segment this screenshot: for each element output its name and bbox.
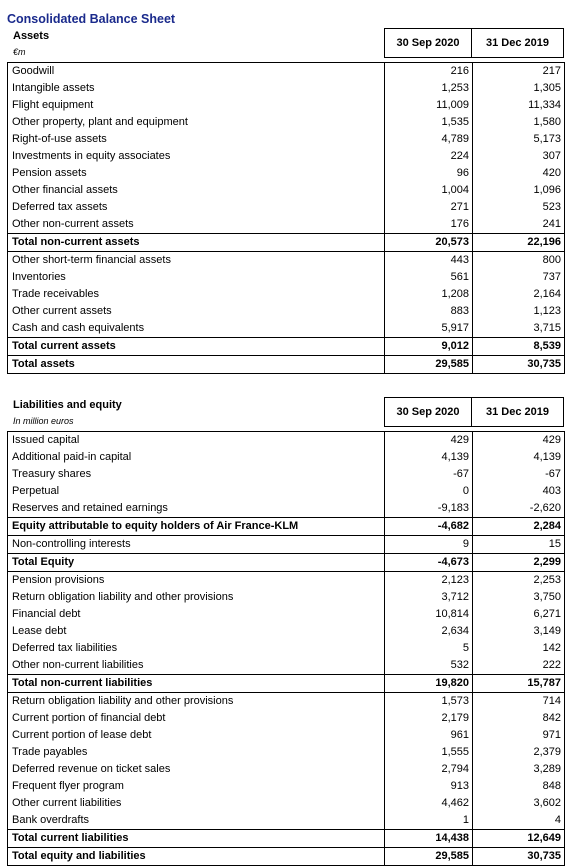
row-label: Treasury shares [8, 466, 385, 483]
table-row [8, 63, 565, 81]
table-row [8, 830, 565, 848]
liabilities-unit: In million euros [13, 416, 74, 426]
table-row [8, 778, 565, 795]
assets-section [7, 28, 564, 374]
row-label: Non-controlling interests [8, 536, 385, 554]
assets-col-2019: 31 Dec 2019 [472, 28, 564, 58]
value-2019: 2,253 [473, 572, 565, 590]
table-row [8, 114, 565, 131]
row-label: Cash and cash equivalents [8, 320, 385, 338]
value-2019: 307 [473, 148, 565, 165]
value-2020: 961 [385, 727, 473, 744]
value-2020: 1,208 [385, 286, 473, 303]
value-2019: 30,735 [473, 848, 565, 866]
liabilities-heading: Liabilities and equity [13, 399, 122, 411]
table-row [8, 589, 565, 606]
value-2020: 9 [385, 536, 473, 554]
row-label: Perpetual [8, 483, 385, 500]
value-2020: 0 [385, 483, 473, 500]
value-2019: 420 [473, 165, 565, 182]
row-label: Other current liabilities [8, 795, 385, 812]
liabilities-col-2019: 31 Dec 2019 [472, 397, 564, 427]
value-2019: 971 [473, 727, 565, 744]
value-2020: 1,555 [385, 744, 473, 761]
table-row [8, 182, 565, 199]
row-label: Reserves and retained earnings [8, 500, 385, 518]
table-row [8, 554, 565, 572]
value-2019: 142 [473, 640, 565, 657]
row-label: Other property, plant and equipment [8, 114, 385, 131]
assets-heading: Assets [13, 30, 50, 42]
value-2019: 8,539 [473, 338, 565, 356]
table-row [8, 131, 565, 148]
value-2020: -4,673 [385, 554, 473, 572]
value-2020: 443 [385, 252, 473, 270]
value-2019: 4 [473, 812, 565, 830]
table-row [8, 761, 565, 778]
row-label: Trade payables [8, 744, 385, 761]
value-2020: 3,712 [385, 589, 473, 606]
table-row [8, 812, 565, 830]
value-2020: 216 [385, 63, 473, 81]
value-2019: 842 [473, 710, 565, 727]
row-label: Pension assets [8, 165, 385, 182]
row-label: Other current assets [8, 303, 385, 320]
table-row [8, 640, 565, 657]
value-2019: 3,715 [473, 320, 565, 338]
table-row [8, 234, 565, 252]
table-row [8, 432, 565, 450]
row-label: Flight equipment [8, 97, 385, 114]
value-2020: 1,004 [385, 182, 473, 199]
row-label: Other short-term financial assets [8, 252, 385, 270]
value-2019: 11,334 [473, 97, 565, 114]
value-2019: 6,271 [473, 606, 565, 623]
value-2020: 224 [385, 148, 473, 165]
row-label: Intangible assets [8, 80, 385, 97]
value-2020: 4,139 [385, 449, 473, 466]
row-label: Other financial assets [8, 182, 385, 199]
value-2019: 1,580 [473, 114, 565, 131]
row-label: Lease debt [8, 623, 385, 640]
row-label: Return obligation liability and other provisions [8, 589, 385, 606]
value-2019: 1,096 [473, 182, 565, 199]
value-2019: 800 [473, 252, 565, 270]
table-row [8, 252, 565, 270]
value-2020: 1,573 [385, 693, 473, 711]
row-label: Total equity and liabilities [8, 848, 385, 866]
row-label: Return obligation liability and other provisions [8, 693, 385, 711]
table-row [8, 97, 565, 114]
table-row [8, 338, 565, 356]
table-row [8, 449, 565, 466]
assets-col-2020: 30 Sep 2020 [384, 28, 472, 58]
row-label: Other non-current assets [8, 216, 385, 234]
value-2020: 29,585 [385, 848, 473, 866]
table-row [8, 848, 565, 866]
value-2020: 2,179 [385, 710, 473, 727]
value-2020: 2,634 [385, 623, 473, 640]
value-2019: 30,735 [473, 356, 565, 374]
row-label: Financial debt [8, 606, 385, 623]
table-row [8, 536, 565, 554]
value-2020: 913 [385, 778, 473, 795]
table-row [8, 710, 565, 727]
row-label: Deferred tax assets [8, 199, 385, 216]
value-2019: 3,750 [473, 589, 565, 606]
page-title: Consolidated Balance Sheet [7, 12, 176, 26]
table-row [8, 165, 565, 182]
value-2020: -4,682 [385, 518, 473, 536]
value-2019: 848 [473, 778, 565, 795]
liabilities-col-2020: 30 Sep 2020 [384, 397, 472, 427]
table-row [8, 356, 565, 374]
table-row [8, 483, 565, 500]
row-label: Total Equity [8, 554, 385, 572]
table-row [8, 623, 565, 640]
value-2020: -67 [385, 466, 473, 483]
row-label: Bank overdrafts [8, 812, 385, 830]
row-label: Total current liabilities [8, 830, 385, 848]
value-2019: 15,787 [473, 675, 565, 693]
value-2019: 22,196 [473, 234, 565, 252]
table-row [8, 199, 565, 216]
value-2019: 3,289 [473, 761, 565, 778]
value-2020: 561 [385, 269, 473, 286]
value-2020: 2,794 [385, 761, 473, 778]
value-2020: 5 [385, 640, 473, 657]
table-row [8, 500, 565, 518]
row-label: Equity attributable to equity holders of Air France-KLM [8, 518, 385, 536]
liabilities-table [7, 431, 565, 866]
value-2020: 9,012 [385, 338, 473, 356]
row-label: Right-of-use assets [8, 131, 385, 148]
value-2020: 5,917 [385, 320, 473, 338]
value-2020: 20,573 [385, 234, 473, 252]
value-2020: 4,789 [385, 131, 473, 148]
row-label: Additional paid-in capital [8, 449, 385, 466]
table-row [8, 286, 565, 303]
table-row [8, 572, 565, 590]
value-2019: 4,139 [473, 449, 565, 466]
table-row [8, 518, 565, 536]
table-row [8, 320, 565, 338]
value-2019: 429 [473, 432, 565, 450]
table-row [8, 606, 565, 623]
value-2019: -2,620 [473, 500, 565, 518]
value-2019: 5,173 [473, 131, 565, 148]
row-label: Total current assets [8, 338, 385, 356]
value-2019: 2,299 [473, 554, 565, 572]
value-2020: 1,535 [385, 114, 473, 131]
value-2020: 11,009 [385, 97, 473, 114]
row-label: Deferred tax liabilities [8, 640, 385, 657]
table-row [8, 795, 565, 812]
row-label: Issued capital [8, 432, 385, 450]
value-2020: 14,438 [385, 830, 473, 848]
table-row [8, 744, 565, 761]
row-label: Other non-current liabilities [8, 657, 385, 675]
assets-header [7, 28, 564, 58]
value-2020: 4,462 [385, 795, 473, 812]
row-label: Frequent flyer program [8, 778, 385, 795]
liabilities-section [7, 397, 564, 866]
value-2019: 217 [473, 63, 565, 81]
value-2020: 532 [385, 657, 473, 675]
row-label: Inventories [8, 269, 385, 286]
value-2019: -67 [473, 466, 565, 483]
value-2019: 2,284 [473, 518, 565, 536]
table-row [8, 727, 565, 744]
value-2020: 1,253 [385, 80, 473, 97]
value-2019: 222 [473, 657, 565, 675]
value-2019: 1,123 [473, 303, 565, 320]
table-row [8, 80, 565, 97]
row-label: Trade receivables [8, 286, 385, 303]
value-2020: 96 [385, 165, 473, 182]
value-2019: 2,379 [473, 744, 565, 761]
row-label: Deferred revenue on ticket sales [8, 761, 385, 778]
table-row [8, 269, 565, 286]
table-row [8, 216, 565, 234]
value-2020: 176 [385, 216, 473, 234]
row-label: Current portion of financial debt [8, 710, 385, 727]
table-row [8, 675, 565, 693]
value-2019: 3,602 [473, 795, 565, 812]
value-2019: 15 [473, 536, 565, 554]
value-2020: 10,814 [385, 606, 473, 623]
value-2020: 429 [385, 432, 473, 450]
value-2020: 1 [385, 812, 473, 830]
row-label: Pension provisions [8, 572, 385, 590]
row-label: Total non-current liabilities [8, 675, 385, 693]
value-2020: 19,820 [385, 675, 473, 693]
value-2019: 1,305 [473, 80, 565, 97]
value-2019: 523 [473, 199, 565, 216]
table-row [8, 657, 565, 675]
table-row [8, 466, 565, 483]
liabilities-header [7, 397, 564, 427]
table-row [8, 693, 565, 711]
value-2019: 241 [473, 216, 565, 234]
row-label: Current portion of lease debt [8, 727, 385, 744]
assets-table [7, 62, 565, 374]
value-2020: 29,585 [385, 356, 473, 374]
value-2020: -9,183 [385, 500, 473, 518]
row-label: Investments in equity associates [8, 148, 385, 165]
value-2020: 2,123 [385, 572, 473, 590]
value-2020: 883 [385, 303, 473, 320]
value-2019: 2,164 [473, 286, 565, 303]
table-row [8, 303, 565, 320]
value-2019: 12,649 [473, 830, 565, 848]
row-label: Goodwill [8, 63, 385, 81]
row-label: Total assets [8, 356, 385, 374]
value-2019: 737 [473, 269, 565, 286]
value-2019: 403 [473, 483, 565, 500]
assets-unit: €m [13, 47, 26, 57]
value-2019: 714 [473, 693, 565, 711]
value-2019: 3,149 [473, 623, 565, 640]
row-label: Total non-current assets [8, 234, 385, 252]
table-row [8, 148, 565, 165]
value-2020: 271 [385, 199, 473, 216]
